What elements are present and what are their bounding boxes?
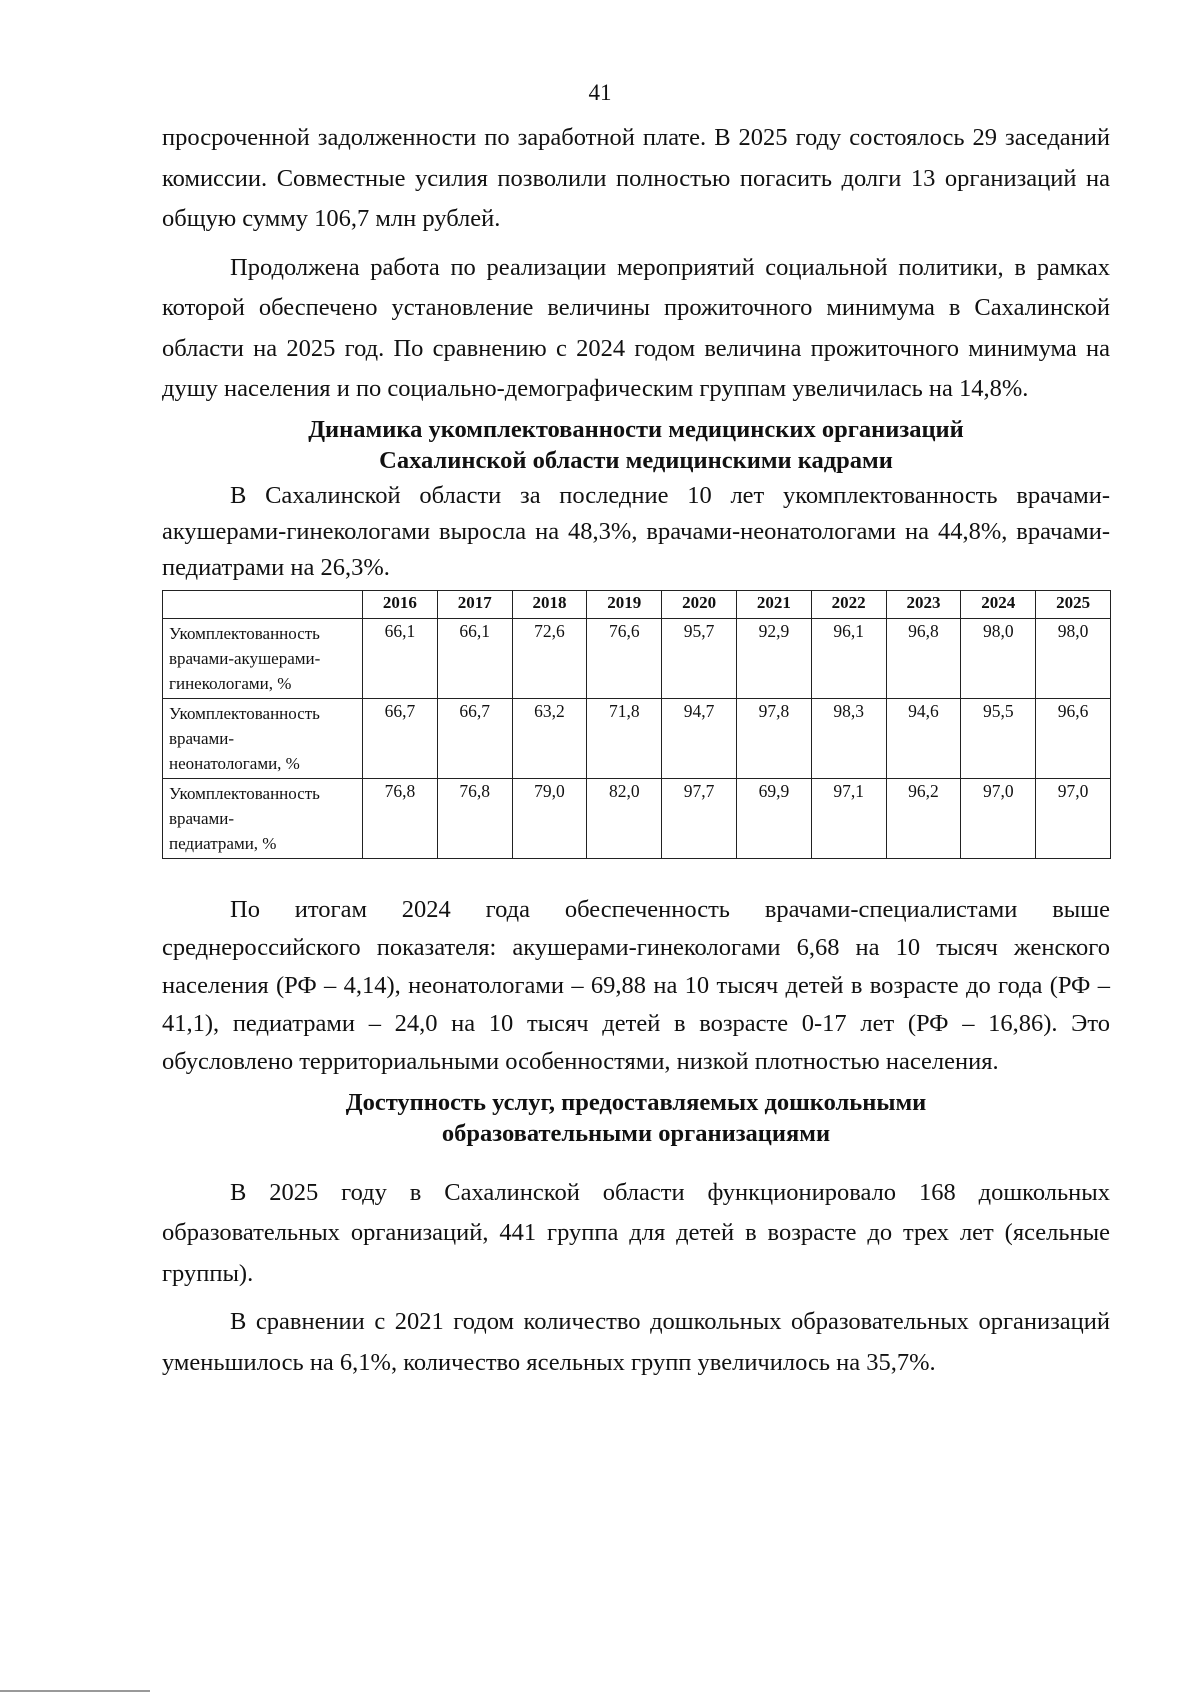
row-label-line: врачами- [169, 728, 235, 748]
heading-preschool-line1: Доступность услуг, предоставляемых дошкольными [345, 1088, 927, 1116]
row-label-line: врачами-акушерами- [169, 648, 321, 668]
paragraph-staffing-growth: В Сахалинской области за последние 10 лет укомплектованность врачами-акушерами-гинекологами выросла на 48,3%, врачами-неонатологами на 44,8%, врачами-педиатрами на 26,3%. [162, 481, 1110, 581]
table-cell: 79,0 [512, 778, 587, 858]
table-corner-cell [163, 590, 363, 618]
row-label-line: Укомплектованность [169, 703, 320, 723]
row-label-line: неонатологами, % [169, 753, 300, 773]
year-header: 2016 [363, 590, 438, 618]
year-header: 2018 [512, 590, 587, 618]
heading-preschool-line2: образовательными организациями [441, 1119, 831, 1147]
table-cell: 96,1 [811, 618, 886, 698]
table-cell: 95,7 [662, 618, 737, 698]
heading-staffing-line2: Сахалинской области медицинскими кадрами [379, 446, 893, 474]
table-cell: 72,6 [512, 618, 587, 698]
row-label-line: Укомплектованность [169, 783, 320, 803]
table-cell: 66,1 [437, 618, 512, 698]
table-cell: 96,6 [1036, 698, 1111, 778]
table-cell: 66,1 [363, 618, 438, 698]
table-cell: 69,9 [736, 778, 811, 858]
heading-staffing-dynamics [162, 414, 1110, 476]
table-cell: 63,2 [512, 698, 587, 778]
document-body [162, 118, 1110, 1383]
table-cell: 71,8 [587, 698, 662, 778]
table-cell: 76,8 [363, 778, 438, 858]
year-header: 2021 [736, 590, 811, 618]
year-header: 2019 [587, 590, 662, 618]
table-cell: 76,8 [437, 778, 512, 858]
row-label [163, 618, 363, 698]
row-label [163, 698, 363, 778]
year-header: 2024 [961, 590, 1036, 618]
page-number: 41 [588, 80, 612, 105]
table-header-row [163, 590, 1111, 618]
table-cell: 98,0 [961, 618, 1036, 698]
table-cell: 82,0 [587, 778, 662, 858]
table-cell: 66,7 [363, 698, 438, 778]
year-header: 2025 [1036, 590, 1111, 618]
table-row [163, 698, 1111, 778]
row-label [163, 778, 363, 858]
paragraph-preschool-count: В 2025 году в Сахалинской области функционировало 168 дошкольных образовательных организаций, 441 группа для детей в возрасте до трех лет (ясельные группы). [162, 1178, 1110, 1287]
heading-preschool-access [162, 1087, 1110, 1149]
table-cell: 97,1 [811, 778, 886, 858]
table-cell: 94,7 [662, 698, 737, 778]
scan-edge-mark [0, 1690, 150, 1692]
paragraph-social-policy: Продолжена работа по реализации мероприятий социальной политики, в рамках которой обеспечено установление величины прожиточного минимума в Сахалинской области на 2025 год. По сравнению с 2024 годом величина прожиточного минимума на душу населения и по социально-демографическим группам увеличилась на 14,8%. [162, 253, 1110, 402]
year-header: 2017 [437, 590, 512, 618]
table-cell: 66,7 [437, 698, 512, 778]
year-header: 2023 [886, 590, 961, 618]
table-cell: 97,7 [662, 778, 737, 858]
row-label-line: педиатрами, % [169, 833, 277, 853]
table-cell: 95,5 [961, 698, 1036, 778]
table-cell: 96,8 [886, 618, 961, 698]
table-cell: 98,0 [1036, 618, 1111, 698]
table-cell: 97,0 [1036, 778, 1111, 858]
year-header: 2020 [662, 590, 737, 618]
table-row [163, 778, 1111, 858]
row-label-line: Укомплектованность [169, 623, 320, 643]
table-cell: 96,2 [886, 778, 961, 858]
staffing-table [162, 590, 1111, 859]
table-cell: 92,9 [736, 618, 811, 698]
paragraph-specialist-provision: По итогам 2024 года обеспеченность врачами-специалистами выше среднероссийского показателя: акушерами-гинекологами 6,68 на 10 тысяч женского населения (РФ – 4,14), неонатологами – 69,88 на 10 тысяч детей в возрасте до года (РФ – 41,1), педиатрами – 24,0 на 10 тысяч детей в возрасте 0-17 лет (РФ – 16,86). Это обусловлено территориальными особенностями, низкой плотностью населения. [162, 895, 1110, 1075]
table-cell: 97,0 [961, 778, 1036, 858]
table-cell: 98,3 [811, 698, 886, 778]
table-cell: 76,6 [587, 618, 662, 698]
table-cell: 94,6 [886, 698, 961, 778]
table-row [163, 618, 1111, 698]
heading-staffing-line1: Динамика укомплектованности медицинских организаций [308, 415, 964, 443]
row-label-line: врачами- [169, 808, 235, 828]
paragraph-overdue-wages: просроченной задолженности по заработной плате. В 2025 году состоялось 29 заседаний комиссии. Совместные усилия позволили полностью погасить долги 13 организаций на общую сумму 106,7 млн рублей. [162, 124, 1110, 232]
paragraph-preschool-change: В сравнении с 2021 годом количество дошкольных образовательных организаций уменьшилось на 6,1%, количество ясельных групп увеличилось на 35,7%. [162, 1308, 1110, 1376]
table-cell: 97,8 [736, 698, 811, 778]
row-label-line: гинекологами, % [169, 673, 292, 693]
year-header: 2022 [811, 590, 886, 618]
